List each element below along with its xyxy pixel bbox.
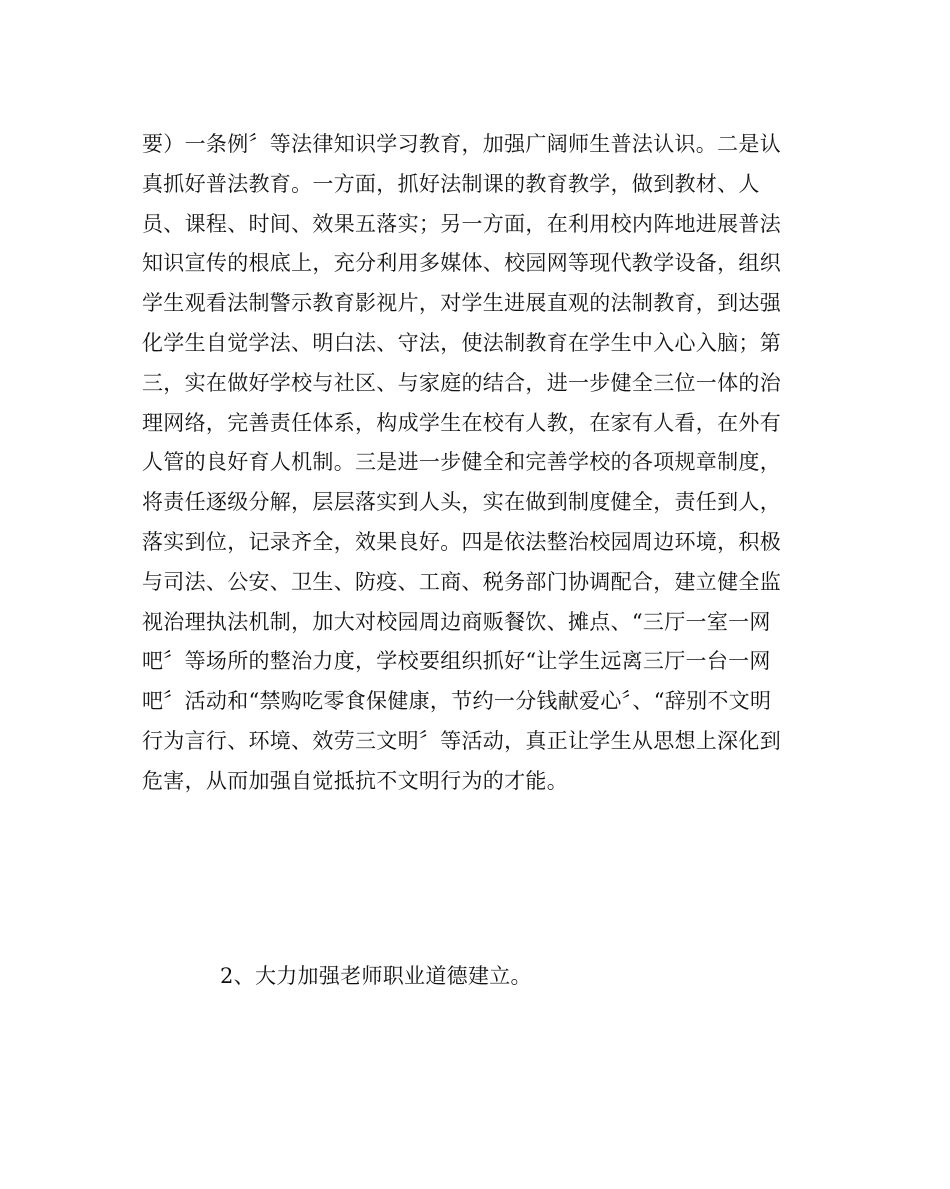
paragraph-line: 危害，从而加强自觉抵抗不文明行为的才能。: [142, 768, 568, 793]
paragraph-line: 落实到位，记录齐全，效果良好。四是依法整治校园周边环境，积极: [142, 529, 781, 554]
paragraph-line: 行为言行、环境、效劳三文明〞等活动，真正让学生从思想上深化到: [142, 728, 781, 753]
paragraph-line: 吧〞等场所的整治力度，学校要组织抓好“让学生远离三厅一台一网: [142, 649, 771, 674]
paragraph-line: 与司法、公安、卫生、防疫、工商、税务部门协调配合，建立健全监: [142, 569, 781, 594]
paragraph-line: 视治理执法机制，加大对校园周边商贩餐饮、摊点、“三厅一室一网: [142, 609, 771, 634]
body-paragraph: [142, 125, 842, 802]
paragraph-line: 真抓好普法教育。一方面，抓好法制课的教育教学，做到教材、人: [142, 171, 760, 196]
paragraph-line: 理网络，完善责任体系，构成学生在校有人教，在家有人看，在外有: [142, 410, 781, 435]
paragraph-line: 吧〞活动和“禁购吃零食保健康，节约一分钱献爱心〞、“辞别不文明: [142, 689, 772, 714]
paragraph-line: 学生观看法制警示教育影视片，对学生进展直观的法制教育，到达强: [142, 291, 781, 316]
section-heading: 2、大力加强老师职业道德建立。: [220, 964, 532, 988]
paragraph-line: 人管的良好育人机制。三是进一步健全和完善学校的各项规章制度，: [142, 450, 781, 475]
paragraph-line: 化学生自觉学法、明白法、守法，使法制教育在学生中入心入脑；第: [142, 330, 781, 355]
paragraph-line: 将责任逐级分解，层层落实到人头，实在做到制度健全，责任到人，: [142, 490, 781, 515]
paragraph-line: 知识宣传的根底上，充分利用多媒体、校园网等现代教学设备，组织: [142, 251, 781, 276]
paragraph-line: 三，实在做好学校与社区、与家庭的结合，进一步健全三位一体的治: [142, 370, 781, 395]
paragraph-line: 员、课程、时间、效果五落实；另一方面，在利用校内阵地进展普法: [142, 211, 781, 236]
paragraph-line: 要）一条例〞等法律知识学习教育，加强广阔师生普法认识。二是认: [142, 132, 781, 156]
